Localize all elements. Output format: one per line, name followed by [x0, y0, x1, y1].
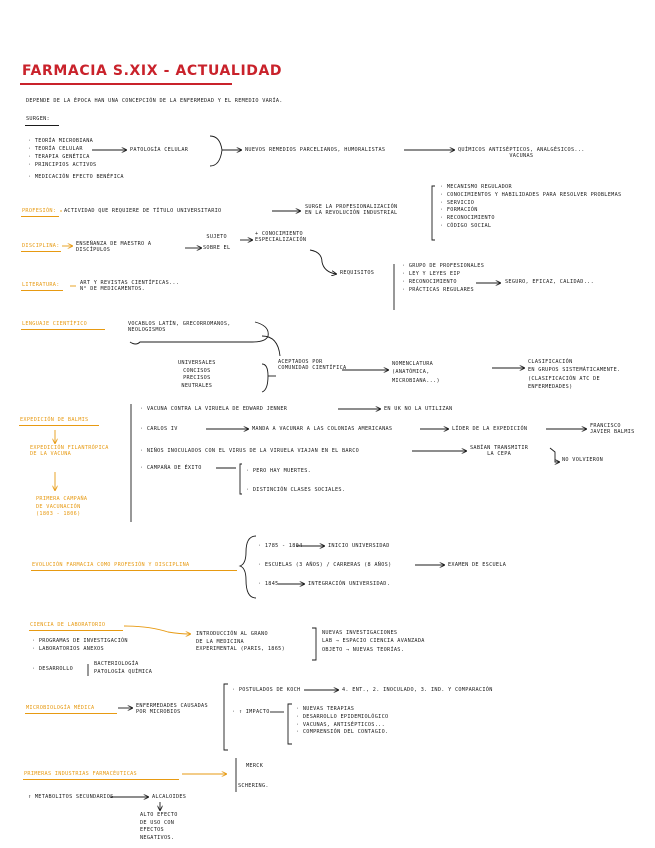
literatura-definition: ART Y REVISTAS CIENTÍFICAS... N° DE MEDICAMENTOS.: [80, 280, 180, 292]
lenguaje-vocablos: VOCABLOS LATÍN, GRECORROMANOS, NEOLOGISMOS: [128, 321, 231, 333]
lenguaje-label: LENGUAJE CIENTÍFICO: [22, 321, 88, 327]
intro-text: DEPENDE DE LA ÉPOCA HAN UNA CONCEPCIÓN DE LA ENFERMEDAD Y EL REMEDIO VARÍA.: [26, 98, 283, 104]
literatura-label: LITERATURA:: [22, 282, 60, 288]
industrias-alcaloides: ALCALOIDES: [152, 794, 187, 800]
balmis-b4b: · DISTINCIÓN CLASES SOCIALES.: [246, 487, 346, 493]
page-title: FARMACIA S.XIX - ACTUALIDAD: [22, 63, 283, 79]
microbio-definition: ENFERMEDADES CAUSADAS POR MICROBIOS: [136, 703, 208, 715]
industrias-merck: MERCK: [246, 763, 264, 769]
industrias-metabolitos: ↑ METABOLITOS SECUNDARIOS: [28, 794, 114, 800]
laboratorio-items: · PROGRAMAS DE INVESTIGACIÓN · LABORATORIOS ANEXOS: [32, 638, 128, 652]
profesion-list: · MECANISMO REGULADOR · CONOCIMIENTOS Y HABILIDADES PARA RESOLVER PROBLEMAS · SERVICIO · FORMACIÓN · RECONOCIMIENTO · CÓDIGO SOCIAL: [440, 184, 622, 229]
microbio-postulados-result: 4. ENT., 2. INOCULADO, 3. IND. Y COMPARACIÓN: [342, 687, 493, 693]
laboratorio-label: CIENCIA DE LABORATORIO: [30, 622, 106, 628]
evolucion-e1: · 1785 - 1804: [258, 543, 303, 549]
balmis-b2r: FRANCISCO JAVIER BALMIS: [590, 423, 635, 435]
microbio-postulados: · POSTULADOS DE KOCH: [232, 687, 301, 693]
evolucion-e2r: EXAMEN DE ESCUELA: [448, 562, 507, 568]
microbio-impacto-list: · NUEVAS TERAPIAS · DESARROLLO EPIDEMIOLÓGICO · VACUNAS, ANTISÉPTICOS... · COMPRENSIÓN DEL CONTAGIO.: [296, 706, 389, 736]
balmis-sub: EXPEDICIÓN FILANTRÓPICA DE LA VACUNA: [30, 445, 109, 457]
profesion-surge: SURGE LA PROFESIONALIZACIÓN EN LA REVOLUCIÓN INDUSTRIAL: [305, 204, 398, 216]
evolucion-e3r: INTEGRACIÓN UNIVERSIDAD.: [308, 581, 391, 587]
balmis-b1: · VACUNA CONTRA LA VIRUELA DE EDWARD JENNER: [140, 406, 288, 412]
balmis-b2m: MANDA A VACUNAR A LAS COLONIAS AMERICANAS: [252, 426, 393, 432]
balmis-b3: · NIÑOS INOCULADOS CON EL VIRUS DE LA VIRUELA VIAJAN EN EL BARCO: [140, 448, 360, 454]
industrias-alto: ALTO EFECTO DE USO CON EFECTOS NEGATIVOS.: [140, 812, 178, 841]
profesion-definition: ACTIVIDAD QUE REQUIERE DE TÍTULO UNIVERSITARIO: [64, 208, 222, 214]
surgen-item: · PRINCIPIOS ACTIVOS: [28, 162, 97, 168]
profesion-label: PROFESIÓN:: [22, 208, 57, 214]
balmis-campana: PRIMERA CAMPAÑA DE VACUNACIÓN (1803 - 1806): [36, 496, 88, 518]
disciplina-label: DISCIPLINA:: [22, 243, 60, 249]
disciplina-definition: ENSEÑANZA DE MAESTRO A DISCÍPULOS: [76, 241, 152, 253]
evolucion-e1r: INICIO UNIVERSIDAD: [328, 543, 390, 549]
evolucion-e3: · 1845: [258, 581, 279, 587]
requisitos-text: REQUISITOS: [340, 270, 375, 276]
lenguaje-aceptados: ACEPTADOS POR COMUNIDAD CIENTÍFICA: [278, 359, 347, 371]
balmis-label: EXPEDICIÓN DE BALMIS: [20, 417, 89, 423]
balmis-b1r: EN UK NO LA UTILIZAN: [384, 406, 453, 412]
balmis-b2: · CARLOS IV: [140, 426, 178, 432]
surgen-label: SURGEN:: [26, 116, 50, 122]
disciplina-sujeto: SUJETO SOBRE EL: [203, 234, 231, 251]
evolucion-label: EVOLUCIÓN FARMACIA COMO PROFESIÓN Y DISCIPLINA: [32, 562, 190, 568]
laboratorio-bacteriologia: BACTERIOLOGÍA PATOLOGÍA QUÍMICA: [94, 661, 153, 675]
laboratorio-nuevas: NUEVAS INVESTIGACIONES LAB → ESPACIO CIENCIA AVANZADA OBJETO → NUEVAS TEORÍAS.: [322, 630, 425, 653]
evolucion-e2: · ESCUELAS (3 AÑOS) / CARRERAS (8 AÑOS): [258, 562, 392, 568]
surgen-result-text: QUÍMICOS ANTISÉPTICOS, ANALGÉSICOS... VACUNAS: [458, 147, 585, 159]
balmis-b3r: NO VOLVIERON: [562, 457, 604, 463]
balmis-b4: · CAMPAÑA DE ÉXITO: [140, 465, 202, 471]
surgen-item: · MEDICACIÓN EFECTO BENÉFICA: [28, 174, 124, 180]
industrias-label: PRIMERAS INDUSTRIAS FARMACÉUTICAS: [24, 771, 137, 777]
industrias-schering: SCHERING.: [238, 783, 269, 789]
requisitos-list: · GRUPO DE PROFESIONALES · LEY Y LEYES EIP · RECONOCIMIENTO · PRÁCTICAS REGULARES: [402, 263, 485, 294]
patologia-text: PATOLOGÍA CELULAR: [130, 147, 189, 153]
laboratorio-intro: INTRODUCCIÓN AL GRANO DE LA MEDICINA EXPERIMENTAL (PARIS, 1865): [196, 631, 286, 653]
nomenclatura-text: NOMENCLATURA (ANATÓMICA, MICROBIANA...): [392, 361, 440, 384]
balmis-b4a: · PERO HAY MUERTES.: [246, 468, 312, 474]
disciplina-conocimiento: + CONOCIMIENTO ESPECIALIZACIÓN: [255, 231, 307, 243]
surgen-item: · TEORÍA CELULAR: [28, 146, 83, 152]
requisitos-seguro: SEGURO, EFICAZ, CALIDAD...: [505, 279, 595, 285]
surgen-item: · TEORÍA MICROBIANA: [28, 138, 94, 144]
surgen-item: · TERAPIA GENÉTICA: [28, 154, 90, 160]
laboratorio-desarrollo: · DESARROLLO: [32, 666, 74, 672]
balmis-b3m: SABÍAN TRANSMITIR LA CEPA: [470, 445, 529, 457]
clasificacion-text: CLASIFICACIÓN EN GRUPOS SISTEMÁTICAMENTE. (CLASIFICACIÓN ATC DE ENFERMEDADES): [528, 359, 621, 390]
microbio-label: MICROBIOLOGÍA MÉDICA: [26, 705, 95, 711]
nuevos-remedios-text: NUEVOS REMEDIOS PARCELIANOS, HUMORALISTAS: [245, 147, 386, 153]
balmis-b2l: LÍDER DE LA EXPEDICIÓN: [452, 426, 528, 432]
microbio-impacto: · ↑ IMPACTO: [232, 709, 270, 715]
lenguaje-props: UNIVERSALES CONCISOS PRECISOS NEUTRALES: [178, 360, 216, 389]
